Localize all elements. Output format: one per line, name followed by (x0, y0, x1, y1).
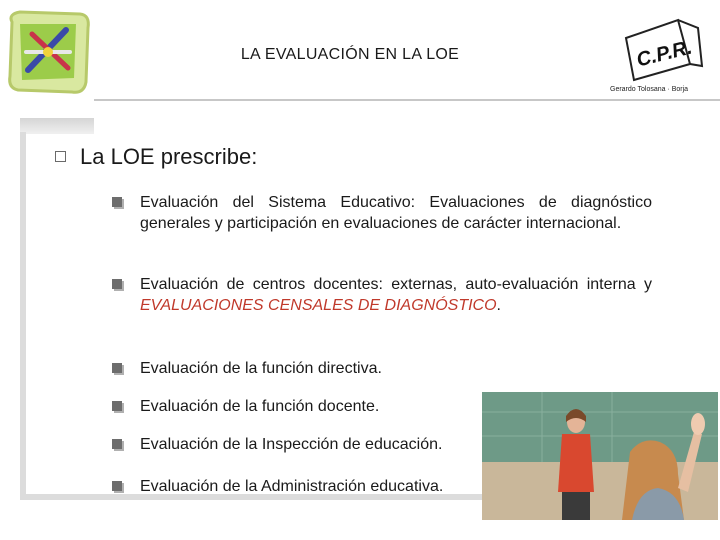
square-bullet-icon (112, 401, 122, 411)
classroom-photo (482, 392, 718, 520)
cpr-logo (606, 14, 712, 94)
list-item (112, 192, 652, 234)
list-item-text: Evaluación de la Administración educativa. (140, 478, 444, 495)
frame-top-line (94, 99, 720, 101)
cpr-caption: Gerardo Tolosana · Borja (610, 86, 689, 93)
square-bullet-icon (112, 197, 122, 207)
list-item (112, 274, 652, 316)
list-item-text: Evaluación de la Inspección de educación. (140, 436, 443, 453)
school-supplies-logo (2, 6, 94, 98)
list-item-text: Evaluación del Sistema Educativo: Evaluaciones de diagnóstico generales y participación en evaluaciones de carácter internacional. (140, 194, 652, 232)
main-bullet-text: La LOE prescribe: (80, 144, 258, 169)
svg-text:C.P.R.: C.P.R. (634, 36, 695, 72)
square-bullet-icon (112, 279, 122, 289)
emphasis-text: EVALUACIONES CENSALES DE DIAGNÓSTICO (140, 297, 497, 314)
list-item-text: Evaluación de centros docentes: externas, auto-evaluación interna y EVALUACIONES CENSALES DE DIAGNÓSTICO. (140, 276, 652, 314)
slide-title: LA EVALUACIÓN EN LA LOE (240, 46, 460, 63)
square-bullet-icon (112, 439, 122, 449)
list-item-text: Evaluación de la función directiva. (140, 360, 382, 377)
list-item-text: Evaluación de la función docente. (140, 398, 380, 415)
square-bullet-icon (112, 481, 122, 491)
hollow-square-bullet-icon (55, 151, 66, 162)
list-item (112, 358, 652, 379)
square-bullet-icon (112, 363, 122, 373)
